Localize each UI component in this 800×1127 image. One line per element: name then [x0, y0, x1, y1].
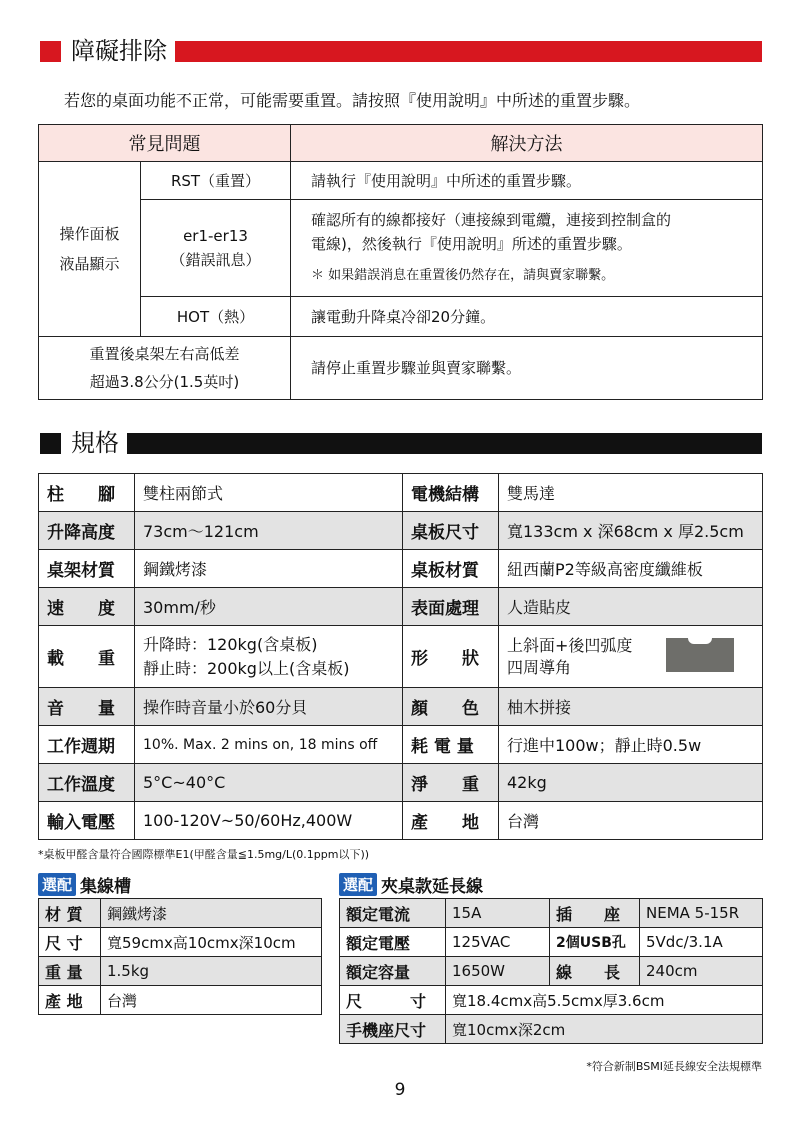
spec-label: 速 度	[39, 588, 135, 626]
ext-label: 2個USB孔	[550, 928, 640, 957]
spec-label: 桌板尺寸	[403, 512, 499, 550]
spec-value: 行進中100w；靜止時0.5w	[499, 726, 763, 764]
solution-height-diff: 請停止重置步驟並與賣家聯繫。	[291, 337, 763, 400]
page-number: 9	[394, 1080, 406, 1100]
optional-badge: 選配	[339, 873, 377, 896]
ext-label: 線 長	[550, 957, 640, 986]
formaldehyde-footnote: *桌板甲醛含量符合國際標準E1(甲醛含量≦1.5mg/L(0.1ppm以下))	[38, 848, 370, 861]
ext-label: 額定電壓	[340, 928, 446, 957]
spec-value-shape: 上斜面+後凹弧度 四周導角	[499, 626, 763, 688]
ext-value: NEMA 5-15R	[640, 899, 763, 928]
extension-cord-header	[339, 872, 483, 897]
ext-value: 1650W	[446, 957, 550, 986]
cable-label: 材 質	[39, 899, 101, 928]
section-bar	[175, 41, 762, 62]
spec-label: 形 狀	[403, 626, 499, 688]
cable-value: 台灣	[101, 986, 322, 1015]
section-bar	[127, 433, 762, 454]
extension-cord-title: 夾桌款延長線	[381, 877, 484, 897]
cable-label: 產 地	[39, 986, 101, 1015]
spec-label: 工作溫度	[39, 764, 135, 802]
solution-error: 確認所有的線都接好（連接線到電纜，連接到控制盒的 電線)，然後執行『使用說明』所述的重置步驟。 ＊ 如果錯誤消息在重置後仍然存在，請與賣家聯繫。	[291, 200, 763, 297]
ext-label: 額定電流	[340, 899, 446, 928]
solution-rst: 請執行『使用說明』中所述的重置步驟。	[291, 162, 763, 200]
cable-value: 鋼鐵烤漆	[101, 899, 322, 928]
spec-value: 5°C~40°C	[135, 764, 403, 802]
spec-label: 淨 重	[403, 764, 499, 802]
ext-value: 寬18.4cmx高5.5cmx厚3.6cm	[446, 986, 763, 1015]
ext-value: 寬10cmx深2cm	[446, 1015, 763, 1044]
spec-value: 柚木拼接	[499, 688, 763, 726]
spec-label: 桌板材質	[403, 550, 499, 588]
cable-value: 寬59cmx高10cmx深10cm	[101, 928, 322, 957]
spec-label: 耗 電 量	[403, 726, 499, 764]
spec-label: 電機結構	[403, 474, 499, 512]
spec-label: 顏 色	[403, 688, 499, 726]
spec-label: 柱 腳	[39, 474, 135, 512]
cable-label: 尺 寸	[39, 928, 101, 957]
ext-value: 15A	[446, 899, 550, 928]
intro-text: 若您的桌面功能不正常，可能需要重置。請按照『使用說明』中所述的重置步驟。	[64, 91, 641, 110]
section-title: 規格	[71, 429, 119, 457]
solution-hot: 讓電動升降桌冷卻20分鐘。	[291, 297, 763, 337]
spec-value-load: 升降時：120kg(含桌板) 靜止時：200kg以上(含桌板)	[135, 626, 403, 688]
spec-value: 操作時音量小於60分貝	[135, 688, 403, 726]
section-marker	[40, 433, 61, 454]
col-header-solution: 解決方法	[291, 125, 763, 162]
spec-label: 輸入電壓	[39, 802, 135, 840]
specs-header	[40, 430, 762, 456]
desk-shape-image	[666, 638, 734, 672]
cable-label: 重 量	[39, 957, 101, 986]
cable-value: 1.5kg	[101, 957, 322, 986]
spec-label: 升降高度	[39, 512, 135, 550]
lcd-display-label: 操作面板 液晶顯示	[39, 162, 141, 337]
ext-label: 手機座尺寸	[340, 1015, 446, 1044]
spec-label: 表面處理	[403, 588, 499, 626]
spec-label: 載 重	[39, 626, 135, 688]
spec-value: 雙柱兩節式	[135, 474, 403, 512]
bsmi-footnote: *符合新制BSMI延長線安全法規標準	[586, 1060, 762, 1073]
spec-value: 鋼鐵烤漆	[135, 550, 403, 588]
spec-table	[38, 473, 763, 840]
ext-label: 插 座	[550, 899, 640, 928]
spec-value: 人造貼皮	[499, 588, 763, 626]
cable-tray-table	[38, 898, 322, 1015]
ext-label: 額定容量	[340, 957, 446, 986]
spec-value: 台灣	[499, 802, 763, 840]
troubleshooting-header	[40, 38, 762, 64]
spec-value: 寬133cm x 深68cm x 厚2.5cm	[499, 512, 763, 550]
section-title: 障礙排除	[71, 37, 167, 65]
spec-value: 73cm～121cm	[135, 512, 403, 550]
ext-value: 240cm	[640, 957, 763, 986]
spec-value: 10%. Max. 2 mins on, 18 mins off	[135, 726, 403, 764]
spec-label: 桌架材質	[39, 550, 135, 588]
extension-cord-table	[339, 898, 763, 1044]
spec-value: 雙馬達	[499, 474, 763, 512]
ext-value: 5Vdc/3.1A	[640, 928, 763, 957]
problem-height-diff: 重置後桌架左右高低差 超過3.8公分(1.5英吋)	[39, 337, 291, 400]
code-hot: HOT（熱）	[141, 297, 291, 337]
spec-value: 30mm/秒	[135, 588, 403, 626]
code-rst: RST（重置）	[141, 162, 291, 200]
spec-label: 音 量	[39, 688, 135, 726]
ext-label: 尺 寸	[340, 986, 446, 1015]
cable-tray-header	[38, 872, 131, 897]
optional-badge: 選配	[38, 873, 76, 896]
ext-value: 125VAC	[446, 928, 550, 957]
code-error: er1-er13 （錯誤訊息）	[141, 200, 291, 297]
spec-label: 工作週期	[39, 726, 135, 764]
spec-value: 100-120V~50/60Hz,400W	[135, 802, 403, 840]
cable-tray-title: 集線槽	[80, 877, 132, 897]
spec-label: 產 地	[403, 802, 499, 840]
spec-value: 42kg	[499, 764, 763, 802]
error-note: ＊ 如果錯誤消息在重置後仍然存在，請與賣家聯繫。	[311, 268, 615, 283]
col-header-problem: 常見問題	[39, 125, 291, 162]
section-marker	[40, 41, 61, 62]
troubleshooting-table	[38, 124, 763, 400]
spec-value: 紐西蘭P2等級高密度纖維板	[499, 550, 763, 588]
